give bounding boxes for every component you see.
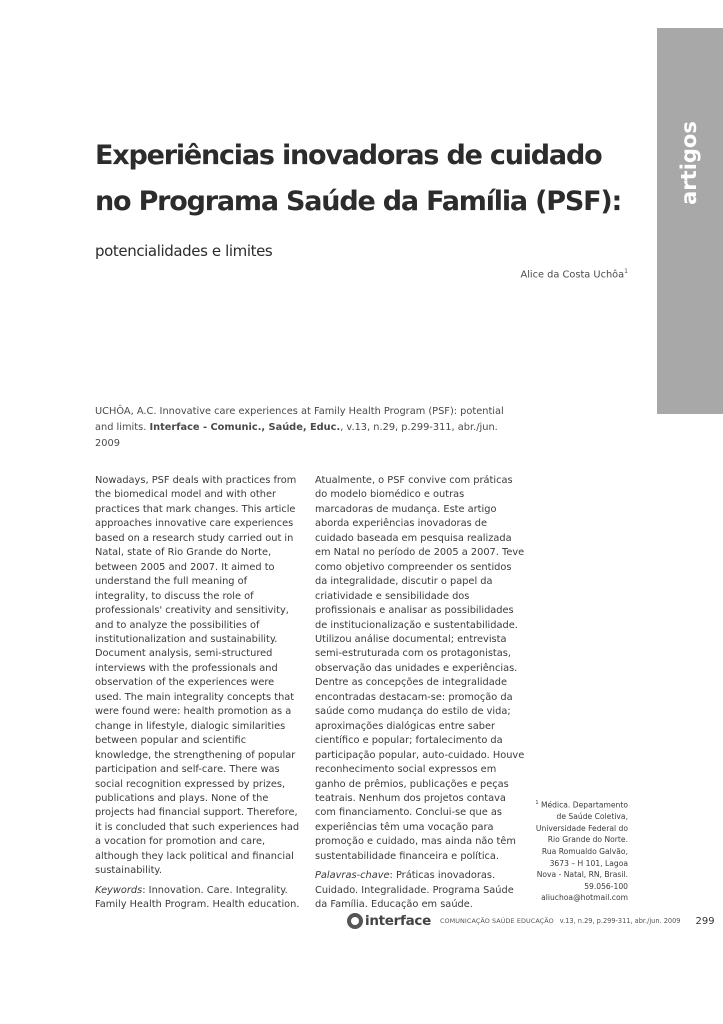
footnote-line: Rio Grande do Norte. [547,835,628,845]
footnote-email: aliuchoa@hotmail.com [541,893,628,903]
section-tab [657,28,723,414]
footnote-line: Universidade Federal do [535,823,628,833]
footnote-line: 3673 – H 101, Lagoa [549,858,628,868]
keywords-english [95,884,301,913]
journal-logo-text: interface [365,913,431,929]
citation-prefix: UCHÔA, A.C. Innovative care experiences at Family Health Program (PSF): potential and limits. [95,406,504,433]
page-number: 299 [695,915,715,927]
abstract-portuguese-column [315,474,525,913]
citation-journal: Interface - Comunic., Saúde, Educ. [149,422,341,433]
footnote-line: $^1$ Médica. Departamento [535,800,628,810]
author-name: Alice da Costa Uchôa [520,269,625,281]
footer-issue: v.13, n.29, p.299-311, abr./jun. 2009 [559,917,681,925]
citation-suffix: , v.13, n.29, p.299-311, abr./jun. 2009 [95,422,498,449]
abstract-english: Nowadays, PSF deals with practices from the biomedical model and with other practices that mark changes. This article approaches innovative care experiences based on a research study carried out in Natal, state of Rio Grande do Norte, between 2005 and 2007. It aimed to understand the full meaning of integrality, to discuss the role of professionals' creativity and sensitivity, and to analyze the possibilities of institutionalization and sustainability. Document analysis, semi-structured interviews with the professionals and observation of the experiences were used. The main integrality concepts that were found were: health promotion as a change in lifestyle, dialogic similarities between popular and scientific knowledge, the strengthening of popular participation and self-care. There was social recognition expressed by prizes, publications and plays. None of the projects had financial support. Therefore, it is concluded that such experiences had a vocation for promotion and care, although they lack political and financial sustainability. [95,475,300,877]
keywords-portuguese-text: : Práticas inovadoras. Cuidado. Integralidade. Programa Saúde da Família. Educação em saúde. [315,870,514,911]
abstract-english-column [95,474,301,913]
title-subtitle: potencialidades e limites [95,242,273,260]
author [521,268,629,280]
section-tab-label: artigos [677,121,702,205]
footnote-line: 59.056-100 [584,881,628,891]
keywords-portuguese-label: Palavras-chave [315,870,390,882]
page-footer [347,911,715,931]
abstract-portuguese: Atualmente, o PSF convive com práticas do modelo biomédico e outras marcadoras de mudança. Este artigo aborda experiências inovadoras de cuidado baseada em pesquisa realizada em Natal no período de 2005 a 2007. Teve como objetivo compreender os sentidos da integralidade, discutir o papel da criatividade e sensibilidade dos profissionais e analisar as possibilidades de institucionalização e sustentabilidade. Utilizou análise documental; entrevista semi-estruturada com os protagonistas, observação das unidades e experiências. Dentre as concepções de integralidade encontradas destacam-se: promoção da saúde como mudança do estilo de vida; aproximações dialógicas entre saber científico e popular; fortalecimento da participação popular, auto-cuidado. Houve reconhecimento social expressos em ganho de prêmios, publicações e peças teatrais. Nenhum dos projetos contava com financiamento. Conclui-se que as experiências têm uma vocação para promoção e cuidado, mas ainda não têm sustentabilidade financeira e política. [315,475,525,862]
footnote-line: Rua Romualdo Galvão, [541,846,628,856]
author-footnote [530,798,628,904]
title-main: Experiências inovadoras de cuidado no Programa Saúde da Família (PSF): [95,140,622,217]
keywords-english-label: Keywords [95,884,143,896]
keywords-portuguese [315,869,525,912]
article-title [95,133,635,274]
footnote-line: Nova - Natal, RN, Brasil. [536,870,628,880]
footnote-mark: 1 [535,800,539,806]
author-footnote-mark: 1 [624,268,628,275]
journal-logo-icon [347,913,363,929]
keywords-english-text: : Innovation. Care. Integrality. Family Health Program. Health education. [95,884,300,911]
journal-logo [347,913,431,929]
citation [95,404,515,452]
footer-journal-name: COMUNICAÇÃO SAÚDE EDUCAÇÃO [439,917,554,925]
footnote-line: de Saúde Coletiva, [556,812,628,822]
